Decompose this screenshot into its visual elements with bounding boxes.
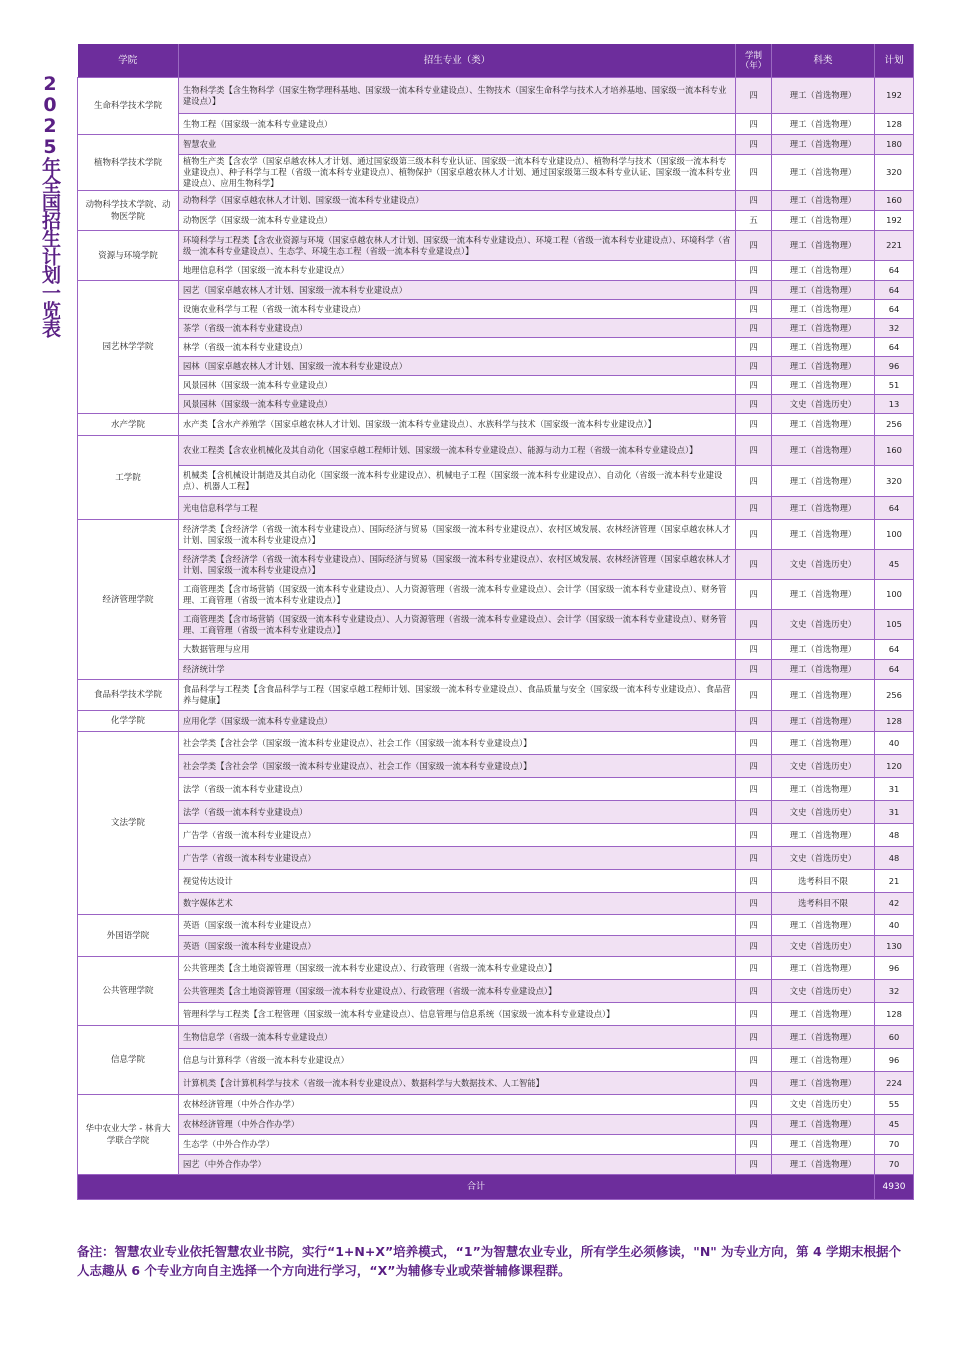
major-cell: 社会学类【含社会学（国家级一流本科专业建设点）、社会工作（国家级一流本科专业建设点）】 — [179, 732, 736, 755]
years-cell: 四 — [736, 261, 772, 281]
subject-cell: 理工（首选物理） — [772, 1115, 875, 1135]
college-cell: 生命科学技术学院 — [78, 78, 179, 135]
subject-cell: 理工（首选物理） — [772, 640, 875, 660]
plan-cell: 160 — [875, 436, 914, 466]
major-cell: 经济学类【含经济学（省级一流本科专业建设点）、国际经济与贸易（国家级一流本科专业建设点）、农村区域发展、农林经济管理（国家卓越农林人才计划、国家级一流本科专业建设点）】 — [179, 550, 736, 580]
plan-cell: 100 — [875, 520, 914, 550]
years-cell: 四 — [736, 980, 772, 1003]
plan-cell: 224 — [875, 1072, 914, 1095]
plan-cell: 128 — [875, 114, 914, 135]
major-cell: 工商管理类【含市场营销（国家级一流本科专业建设点）、人力资源管理（省级一流本科专业建设点）、会计学（国家级一流本科专业建设点）、财务管理、工商管理（省级一流本科专业建设点）】 — [179, 610, 736, 640]
plan-cell: 45 — [875, 1115, 914, 1135]
years-cell: 四 — [736, 580, 772, 610]
years-cell: 四 — [736, 357, 772, 376]
major-cell: 信息与计算科学（省级一流本科专业建设点） — [179, 1049, 736, 1072]
subject-cell: 理工（首选物理） — [772, 915, 875, 936]
header-college: 学院 — [78, 44, 179, 78]
table-row — [78, 78, 914, 114]
subject-cell: 理工（首选物理） — [772, 191, 875, 211]
years-cell: 四 — [736, 957, 772, 980]
header-years: 学制（年） — [736, 44, 772, 78]
header-subject: 科类 — [772, 44, 875, 78]
plan-cell: 51 — [875, 376, 914, 395]
plan-cell: 64 — [875, 261, 914, 281]
years-cell: 四 — [736, 778, 772, 801]
major-cell: 水产类【含水产养殖学（国家卓越农林人才计划、国家级一流本科专业建设点）、水族科学与技术（国家级一流本科专业建设点）】 — [179, 414, 736, 436]
major-cell: 农林经济管理（中外合作办学） — [179, 1115, 736, 1135]
table-row — [78, 580, 914, 610]
years-cell: 四 — [736, 1003, 772, 1026]
subject-cell: 文史（首选历史） — [772, 755, 875, 778]
years-cell: 四 — [736, 1049, 772, 1072]
plan-cell: 320 — [875, 155, 914, 191]
subject-cell: 文史（首选历史） — [772, 610, 875, 640]
years-cell: 四 — [736, 281, 772, 300]
subject-cell: 理工（首选物理） — [772, 114, 875, 135]
major-cell: 英语（国家级一流本科专业建设点） — [179, 915, 736, 936]
table-row — [78, 436, 914, 466]
subject-cell: 理工（首选物理） — [772, 497, 875, 520]
major-cell: 法学（省级一流本科专业建设点） — [179, 778, 736, 801]
remark-note: 备注：智慧农业专业依托智慧农业书院，实行“1+N+X”培养模式，“1”为智慧农业专业，所有学生必须修读，"N" 为专业方向，第 4 学期末根据个人志趣从 6 个专业方向自主选择一个方向进行学习，“X”为辅修专业或荣誉辅修课程群。 — [77, 1244, 902, 1278]
plan-cell: 96 — [875, 1049, 914, 1072]
major-cell: 法学（省级一流本科专业建设点） — [179, 801, 736, 824]
table-row — [78, 520, 914, 550]
major-cell: 环境科学与工程类【含农业资源与环境（国家卓越农林人才计划、国家级一流本科专业建设点）、环境工程（省级一流本科专业建设点）、环境科学（省级一流本科专业建设点）、生态学、环境生态工程（省级一流本科专业建设点）】 — [179, 231, 736, 261]
table-row — [78, 338, 914, 357]
years-cell: 四 — [736, 395, 772, 414]
table-row — [78, 936, 914, 957]
table-row — [78, 497, 914, 520]
plan-cell: 13 — [875, 395, 914, 414]
subject-cell: 理工（首选物理） — [772, 1003, 875, 1026]
total-row — [78, 1175, 914, 1200]
college-cell: 园艺林学学院 — [78, 281, 179, 414]
subject-cell: 理工（首选物理） — [772, 261, 875, 281]
years-cell: 四 — [736, 191, 772, 211]
table-row — [78, 395, 914, 414]
major-cell: 机械类【含机械设计制造及其自动化（国家级一流本科专业建设点）、机械电子工程（国家级一流本科专业建设点）、自动化（省级一流本科专业建设点）、机器人工程】 — [179, 466, 736, 497]
years-cell: 四 — [736, 300, 772, 319]
years-cell: 四 — [736, 319, 772, 338]
college-cell: 工学院 — [78, 436, 179, 520]
plan-cell: 96 — [875, 957, 914, 980]
table-row — [78, 357, 914, 376]
major-cell: 食品科学与工程类【含食品科学与工程（国家卓越工程师计划、国家级一流本科专业建设点）、食品质量与安全（国家级一流本科专业建设点）、食品营养与健康】 — [179, 680, 736, 711]
subject-cell: 理工（首选物理） — [772, 78, 875, 114]
years-cell: 四 — [736, 1095, 772, 1115]
subject-cell: 选考科目不限 — [772, 893, 875, 915]
years-cell: 四 — [736, 847, 772, 870]
plan-cell: 128 — [875, 1003, 914, 1026]
years-cell: 四 — [736, 520, 772, 550]
table-row — [78, 1135, 914, 1155]
header-plan: 计划 — [875, 44, 914, 78]
plan-cell: 130 — [875, 936, 914, 957]
major-cell: 公共管理类【含土地资源管理（国家级一流本科专业建设点）、行政管理（省级一流本科专业建设点）】 — [179, 980, 736, 1003]
major-cell: 广告学（省级一流本科专业建设点） — [179, 824, 736, 847]
plan-cell: 64 — [875, 281, 914, 300]
major-cell: 数字媒体艺术 — [179, 893, 736, 915]
subject-cell: 文史（首选历史） — [772, 801, 875, 824]
college-cell: 食品科学技术学院 — [78, 680, 179, 711]
years-cell: 五 — [736, 211, 772, 231]
plan-cell: 64 — [875, 640, 914, 660]
major-cell: 经济统计学 — [179, 660, 736, 680]
major-cell: 管理科学与工程类【含工程管理（国家级一流本科专业建设点）、信息管理与信息系统（国家级一流本科专业建设点）】 — [179, 1003, 736, 1026]
years-cell: 四 — [736, 660, 772, 680]
subject-cell: 理工（首选物理） — [772, 520, 875, 550]
plan-cell: 32 — [875, 319, 914, 338]
years-cell: 四 — [736, 870, 772, 893]
table-row — [78, 114, 914, 135]
subject-cell: 文史（首选历史） — [772, 980, 875, 1003]
subject-cell: 理工（首选物理） — [772, 732, 875, 755]
subject-cell: 理工（首选物理） — [772, 466, 875, 497]
years-cell: 四 — [736, 936, 772, 957]
plan-cell: 192 — [875, 78, 914, 114]
subject-cell: 理工（首选物理） — [772, 155, 875, 191]
major-cell: 公共管理类【含土地资源管理（国家级一流本科专业建设点）、行政管理（省级一流本科专业建设点）】 — [179, 957, 736, 980]
plan-cell: 60 — [875, 1026, 914, 1049]
years-cell: 四 — [736, 893, 772, 915]
college-cell: 水产学院 — [78, 414, 179, 436]
plan-cell: 64 — [875, 338, 914, 357]
plan-cell: 42 — [875, 893, 914, 915]
major-cell: 社会学类【含社会学（国家级一流本科专业建设点）、社会工作（国家级一流本科专业建设点）】 — [179, 755, 736, 778]
subject-cell: 理工（首选物理） — [772, 1072, 875, 1095]
enrollment-plan-table — [77, 44, 914, 1200]
years-cell: 四 — [736, 824, 772, 847]
table-row — [78, 1003, 914, 1026]
major-cell: 风景园林（国家级一流本科专业建设点） — [179, 395, 736, 414]
table-row — [78, 824, 914, 847]
major-cell: 广告学（省级一流本科专业建设点） — [179, 847, 736, 870]
table-row — [78, 231, 914, 261]
table-row — [78, 680, 914, 711]
table-row — [78, 870, 914, 893]
major-cell: 生物信息学（省级一流本科专业建设点） — [179, 1026, 736, 1049]
subject-cell: 理工（首选物理） — [772, 319, 875, 338]
major-cell: 动物医学（国家级一流本科专业建设点） — [179, 211, 736, 231]
subject-cell: 文史（首选历史） — [772, 395, 875, 414]
years-cell: 四 — [736, 135, 772, 155]
subject-cell: 理工（首选物理） — [772, 436, 875, 466]
table-row — [78, 755, 914, 778]
subject-cell: 理工（首选物理） — [772, 957, 875, 980]
major-cell: 园林（国家卓越农林人才计划、国家级一流本科专业建设点） — [179, 357, 736, 376]
total-value: 4930 — [875, 1175, 914, 1200]
subject-cell: 理工（首选物理） — [772, 680, 875, 711]
college-cell: 化学学院 — [78, 711, 179, 732]
college-cell: 华中农业大学 - 林肯大学联合学院 — [78, 1095, 179, 1175]
college-cell: 动物科学技术学院、动物医学院 — [78, 191, 179, 231]
subject-cell: 理工（首选物理） — [772, 711, 875, 732]
plan-cell: 180 — [875, 135, 914, 155]
years-cell: 四 — [736, 497, 772, 520]
table-row — [78, 155, 914, 191]
plan-cell: 192 — [875, 211, 914, 231]
plan-cell: 120 — [875, 755, 914, 778]
table-row — [78, 640, 914, 660]
plan-cell: 40 — [875, 915, 914, 936]
college-cell: 植物科学技术学院 — [78, 135, 179, 191]
subject-cell: 文史（首选历史） — [772, 1095, 875, 1115]
page-title: 2025年全国招生计划一览表 — [39, 73, 61, 337]
years-cell: 四 — [736, 114, 772, 135]
table-row — [78, 778, 914, 801]
major-cell: 大数据管理与应用 — [179, 640, 736, 660]
plan-cell: 64 — [875, 497, 914, 520]
table-row — [78, 847, 914, 870]
subject-cell: 理工（首选物理） — [772, 135, 875, 155]
major-cell: 智慧农业 — [179, 135, 736, 155]
years-cell: 四 — [736, 711, 772, 732]
plan-cell: 31 — [875, 801, 914, 824]
table-row — [78, 466, 914, 497]
plan-cell: 48 — [875, 824, 914, 847]
plan-cell: 48 — [875, 847, 914, 870]
subject-cell: 理工（首选物理） — [772, 281, 875, 300]
plan-cell: 105 — [875, 610, 914, 640]
college-cell: 外国语学院 — [78, 915, 179, 957]
years-cell: 四 — [736, 1072, 772, 1095]
years-cell: 四 — [736, 1115, 772, 1135]
subject-cell: 理工（首选物理） — [772, 376, 875, 395]
table-row — [78, 660, 914, 680]
college-cell: 公共管理学院 — [78, 957, 179, 1026]
years-cell: 四 — [736, 640, 772, 660]
plan-cell: 256 — [875, 414, 914, 436]
table-row — [78, 300, 914, 319]
subject-cell: 理工（首选物理） — [772, 357, 875, 376]
years-cell: 四 — [736, 155, 772, 191]
subject-cell: 理工（首选物理） — [772, 300, 875, 319]
major-cell: 应用化学（国家级一流本科专业建设点） — [179, 711, 736, 732]
plan-cell: 70 — [875, 1135, 914, 1155]
table-row — [78, 1026, 914, 1049]
subject-cell: 理工（首选物理） — [772, 211, 875, 231]
major-cell: 地理信息科学（国家级一流本科专业建设点） — [179, 261, 736, 281]
years-cell: 四 — [736, 732, 772, 755]
major-cell: 农业工程类【含农业机械化及其自动化（国家卓越工程师计划、国家级一流本科专业建设点）、能源与动力工程（省级一流本科专业建设点）】 — [179, 436, 736, 466]
plan-cell: 64 — [875, 660, 914, 680]
total-label: 合计 — [78, 1175, 875, 1200]
major-cell: 动物科学（国家卓越农林人才计划、国家级一流本科专业建设点） — [179, 191, 736, 211]
years-cell: 四 — [736, 466, 772, 497]
subject-cell: 理工（首选物理） — [772, 1049, 875, 1072]
table-row — [78, 980, 914, 1003]
major-cell: 英语（国家级一流本科专业建设点） — [179, 936, 736, 957]
college-cell: 资源与环境学院 — [78, 231, 179, 281]
plan-cell: 21 — [875, 870, 914, 893]
years-cell: 四 — [736, 680, 772, 711]
table-row — [78, 211, 914, 231]
years-cell: 四 — [736, 414, 772, 436]
subject-cell: 理工（首选物理） — [772, 660, 875, 680]
table-row — [78, 376, 914, 395]
table-row — [78, 1095, 914, 1115]
years-cell: 四 — [736, 1026, 772, 1049]
subject-cell: 理工（首选物理） — [772, 1135, 875, 1155]
years-cell: 四 — [736, 436, 772, 466]
plan-cell: 55 — [875, 1095, 914, 1115]
plan-cell: 96 — [875, 357, 914, 376]
table-row — [78, 550, 914, 580]
subject-cell: 理工（首选物理） — [772, 580, 875, 610]
plan-cell: 32 — [875, 980, 914, 1003]
plan-cell: 320 — [875, 466, 914, 497]
major-cell: 茶学（省级一流本科专业建设点） — [179, 319, 736, 338]
years-cell: 四 — [736, 755, 772, 778]
major-cell: 光电信息科学与工程 — [179, 497, 736, 520]
major-cell: 视觉传达设计 — [179, 870, 736, 893]
table-row — [78, 801, 914, 824]
table-row — [78, 261, 914, 281]
plan-cell: 100 — [875, 580, 914, 610]
years-cell: 四 — [736, 801, 772, 824]
subject-cell: 理工（首选物理） — [772, 414, 875, 436]
table-row — [78, 732, 914, 755]
years-cell: 四 — [736, 1135, 772, 1155]
table-row — [78, 1049, 914, 1072]
subject-cell: 文史（首选历史） — [772, 550, 875, 580]
plan-cell: 160 — [875, 191, 914, 211]
major-cell: 风景园林（国家级一流本科专业建设点） — [179, 376, 736, 395]
plan-cell: 64 — [875, 300, 914, 319]
college-cell: 文法学院 — [78, 732, 179, 915]
major-cell: 植物生产类【含农学（国家卓越农林人才计划、通过国家级第三级本科专业认证、国家级一流本科专业建设点）、植物科学与技术（国家级一流本科专业建设点）、种子科学与工程（省级一流本科专业建设点）、植物保护（国家卓越农林人才计划、通过国家级第三级本科专业认证、国家级一流本科专业建设点）、应用生物科学】 — [179, 155, 736, 191]
plan-cell: 256 — [875, 680, 914, 711]
table-row — [78, 711, 914, 732]
header-major: 招生专业（类） — [179, 44, 736, 78]
table-row — [78, 1155, 914, 1175]
major-cell: 园艺（国家卓越农林人才计划、国家级一流本科专业建设点） — [179, 281, 736, 300]
table-row — [78, 281, 914, 300]
subject-cell: 理工（首选物理） — [772, 1026, 875, 1049]
table-row — [78, 893, 914, 915]
table-row — [78, 414, 914, 436]
major-cell: 计算机类【含计算机科学与技术（省级一流本科专业建设点）、数据科学与大数据技术、人工智能】 — [179, 1072, 736, 1095]
table-row — [78, 610, 914, 640]
subject-cell: 理工（首选物理） — [772, 778, 875, 801]
table-row — [78, 1072, 914, 1095]
years-cell: 四 — [736, 338, 772, 357]
subject-cell: 文史（首选历史） — [772, 936, 875, 957]
table-body — [78, 78, 914, 1175]
subject-cell: 文史（首选历史） — [772, 847, 875, 870]
years-cell: 四 — [736, 231, 772, 261]
major-cell: 生态学（中外合作办学） — [179, 1135, 736, 1155]
major-cell: 设施农业科学与工程（省级一流本科专业建设点） — [179, 300, 736, 319]
table-row — [78, 319, 914, 338]
table-row — [78, 191, 914, 211]
years-cell: 四 — [736, 78, 772, 114]
table-row — [78, 135, 914, 155]
plan-cell: 221 — [875, 231, 914, 261]
subject-cell: 理工（首选物理） — [772, 1155, 875, 1175]
table-row — [78, 1115, 914, 1135]
years-cell: 四 — [736, 1155, 772, 1175]
years-cell: 四 — [736, 915, 772, 936]
table-row — [78, 957, 914, 980]
major-cell: 工商管理类【含市场营销（国家级一流本科专业建设点）、人力资源管理（省级一流本科专业建设点）、会计学（国家级一流本科专业建设点）、财务管理、工商管理（省级一流本科专业建设点）】 — [179, 580, 736, 610]
major-cell: 生物科学类【含生物科学（国家生物学理科基地、国家级一流本科专业建设点）、生物技术（国家生命科学与技术人才培养基地、国家级一流本科专业建设点）】 — [179, 78, 736, 114]
years-cell: 四 — [736, 550, 772, 580]
years-cell: 四 — [736, 376, 772, 395]
subject-cell: 理工（首选物理） — [772, 231, 875, 261]
years-cell: 四 — [736, 610, 772, 640]
college-cell: 信息学院 — [78, 1026, 179, 1095]
major-cell: 生物工程（国家级一流本科专业建设点） — [179, 114, 736, 135]
college-cell: 经济管理学院 — [78, 520, 179, 680]
major-cell: 经济学类【含经济学（省级一流本科专业建设点）、国际经济与贸易（国家级一流本科专业建设点）、农村区域发展、农林经济管理（国家卓越农林人才计划、国家级一流本科专业建设点）】 — [179, 520, 736, 550]
plan-cell: 40 — [875, 732, 914, 755]
table-row — [78, 915, 914, 936]
subject-cell: 理工（首选物理） — [772, 338, 875, 357]
major-cell: 农林经济管理（中外合作办学） — [179, 1095, 736, 1115]
subject-cell: 理工（首选物理） — [772, 824, 875, 847]
plan-cell: 31 — [875, 778, 914, 801]
plan-cell: 70 — [875, 1155, 914, 1175]
major-cell: 林学（省级一流本科专业建设点） — [179, 338, 736, 357]
subject-cell: 选考科目不限 — [772, 870, 875, 893]
major-cell: 园艺（中外合作办学） — [179, 1155, 736, 1175]
plan-cell: 128 — [875, 711, 914, 732]
table-header-row — [78, 44, 914, 78]
plan-cell: 45 — [875, 550, 914, 580]
